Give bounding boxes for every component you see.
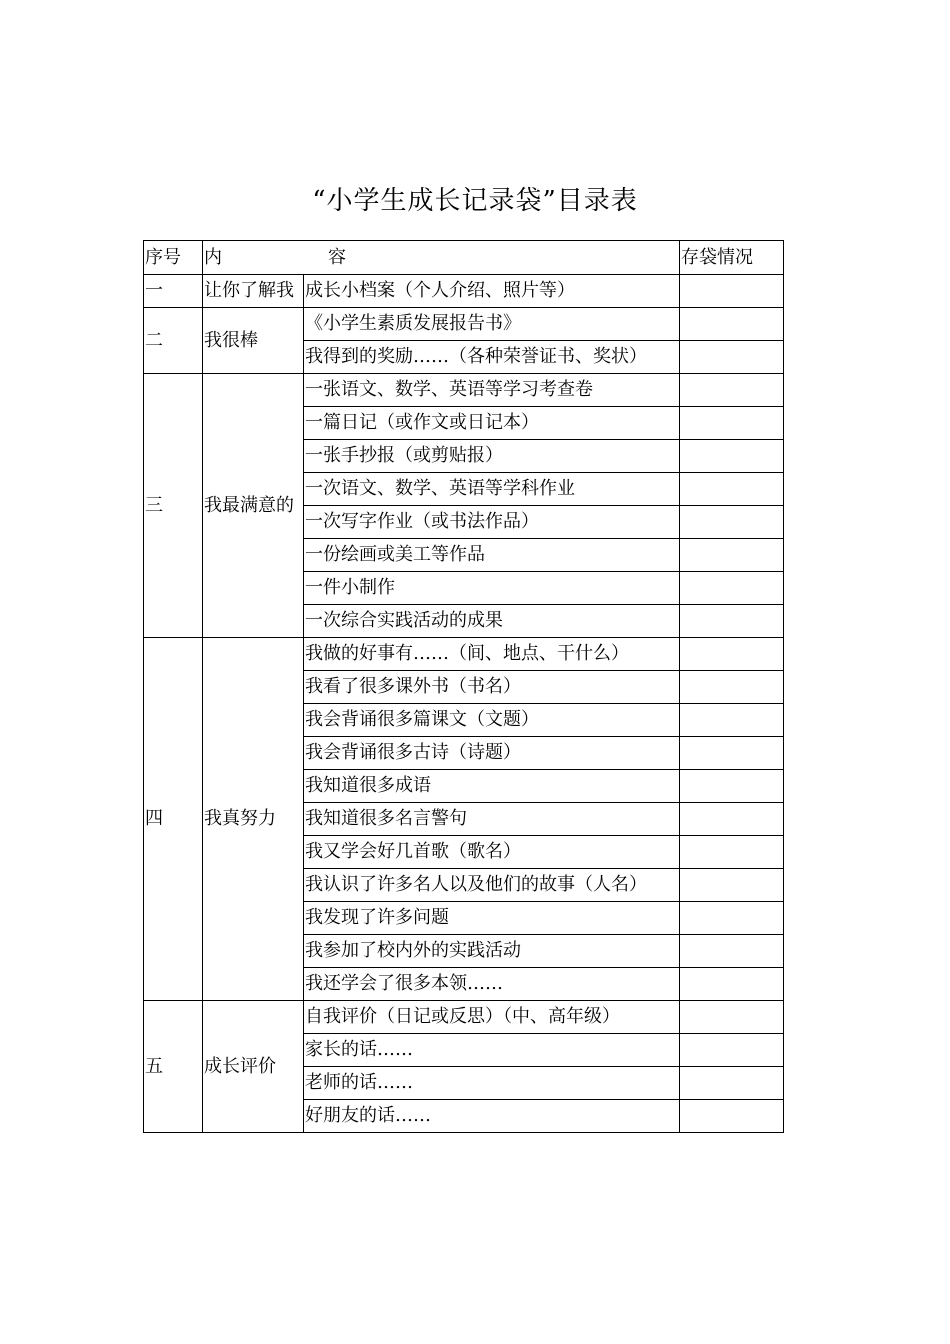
catalog-body [144,275,784,1133]
item-content: 一次综合实践活动的成果 [304,605,680,638]
item-content: 我又学会好几首歌（歌名） [304,836,680,869]
table-row [144,374,784,407]
catalog-table [143,240,784,1133]
table-row [144,1001,784,1034]
item-content: 我会背诵很多古诗（诗题） [304,737,680,770]
item-status-cell [680,1034,784,1067]
item-content: 一次写字作业（或书法作品） [304,506,680,539]
item-content: 我知道很多名言警句 [304,803,680,836]
table-row [144,275,784,308]
item-content: 老师的话…… [304,1067,680,1100]
item-status-cell [680,440,784,473]
item-content: 一篇日记（或作文或日记本） [304,407,680,440]
item-status-cell [680,1001,784,1034]
section-category: 让你了解我 [203,275,304,308]
table-row [144,638,784,671]
item-content: 我认识了许多名人以及他们的故事（人名） [304,869,680,902]
section-number: 四 [144,638,203,1001]
item-status-cell [680,539,784,572]
header-content [203,241,680,275]
item-status-cell [680,803,784,836]
item-content: 我会背诵很多篇课文（文题） [304,704,680,737]
item-status-cell [680,341,784,374]
item-status-cell [680,1100,784,1133]
table-row [144,308,784,341]
item-content: 一张语文、数学、英语等学习考查卷 [304,374,680,407]
item-status-cell [680,638,784,671]
item-status-cell [680,869,784,902]
section-number: 二 [144,308,203,374]
header-status: 存袋情况 [680,241,784,275]
item-status-cell [680,737,784,770]
item-status-cell [680,605,784,638]
item-content: 一次语文、数学、英语等学科作业 [304,473,680,506]
header-content-left: 内 [204,247,222,268]
section-number: 五 [144,1001,203,1133]
header-no: 序号 [144,241,203,275]
item-content: 自我评价（日记或反思）（中、高年级） [304,1001,680,1034]
item-content: 我发现了许多问题 [304,902,680,935]
section-category: 我很棒 [203,308,304,374]
item-content: 一份绘画或美工等作品 [304,539,680,572]
section-category: 我真努力 [203,638,304,1001]
item-status-cell [680,374,784,407]
section-category: 成长评价 [203,1001,304,1133]
item-status-cell [680,473,784,506]
item-content: 我还学会了很多本领…… [304,968,680,1001]
item-status-cell [680,770,784,803]
section-number: 一 [144,275,203,308]
item-content: 我参加了校内外的实践活动 [304,935,680,968]
item-status-cell [680,836,784,869]
section-number: 三 [144,374,203,638]
item-content: 我做的好事有……（间、地点、干什么） [304,638,680,671]
item-status-cell [680,407,784,440]
item-status-cell [680,308,784,341]
item-status-cell [680,902,784,935]
item-content: 成长小档案（个人介绍、照片等） [304,275,680,308]
item-status-cell [680,704,784,737]
item-status-cell [680,1067,784,1100]
item-content: 家长的话…… [304,1034,680,1067]
item-content: 一件小制作 [304,572,680,605]
item-content: 一张手抄报（或剪贴报） [304,440,680,473]
item-status-cell [680,671,784,704]
item-status-cell [680,572,784,605]
item-status-cell [680,275,784,308]
page-title: “小学生成长记录袋”目录表 [312,186,638,216]
item-content: 我知道很多成语 [304,770,680,803]
item-content: 我看了很多课外书（书名） [304,671,680,704]
header-row [144,241,784,275]
item-content: 好朋友的话…… [304,1100,680,1133]
item-content: 我得到的奖励……（各种荣誉证书、奖状） [304,341,680,374]
item-status-cell [680,935,784,968]
header-content-right: 容 [328,247,346,268]
item-content: 《小学生素质发展报告书》 [304,308,680,341]
item-status-cell [680,968,784,1001]
item-status-cell [680,506,784,539]
section-category: 我最满意的 [203,374,304,638]
